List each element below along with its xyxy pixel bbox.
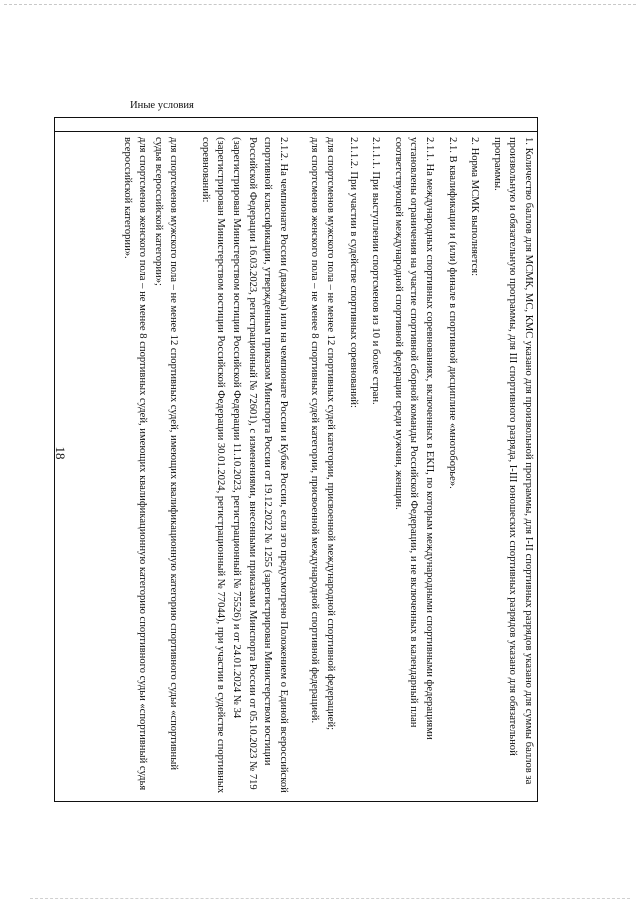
paragraph-1: 1. Количество баллов для МСМК, МС, КМС указано для произвольной программы, для I-II спортивных разрядов указано для суммы баллов за произвольную и обязательную программы, для III спортивного разряда, I-III юношеских спортивных разрядов указано для обязательной программы. [491,137,534,785]
paragraph-men-judges-intl: для спортсменов мужского пола – не менее 12 спортивных судей категории, присвоенной международной спортивной федерацией; [325,137,337,731]
paragraph-2-1-1-1: 2.1.1.1. При выступлении спортсменов из 10 и более стран. [370,137,382,405]
paragraph-2-1: 2.1. В квалификации и (или) финале в спортивной дисциплине «многоборье». [446,137,458,489]
paragraph-women-judges-national: для спортсменов женского пола – не менее 8 спортивных судей, имеющих квалификационную категорию спортивного судьи «спортивный судья всероссийской категории». [121,137,149,791]
scan-edge-bottom [30,898,630,899]
table-text-column [55,132,537,801]
paragraph-women-judges-intl: для спортсменов женского пола – не менее 8 спортивных судей категории, присвоенной международной спортивной федерацией. [309,137,321,724]
paragraph-2-1-1: 2.1.1. На международных спортивных соревнованиях, включенных в ЕКП, по которым международными спортивными федерациями установлены ограничения на участие спортивной сборной команды Российской Федерации, и не включенных в календарный план соответствующей международной спортивной федерации среди мужчин, женщин. [392,137,436,740]
row-label [130,100,238,111]
paragraph-2: 2. Норма МСМК выполняется: [469,137,481,277]
conditions-table [54,117,538,802]
row-label-text: Иные условия [130,100,194,111]
page-number: 18 [53,446,68,460]
paragraph-2-1-2: 2.1.2. На чемпионате России (дважды) или на чемпионате России и Кубке России, если это предусмотрено Положением о Единой всероссийской спортивной классификации, утвержденным приказом Минспорта России от 19.12.2022 № 1255 (зарегистрирован Министерством юстиции Российской Федерации 16.03.2023, регистрационный № 72601), с изменениями, внесенными приказами Минспорта России от 05.10.2023 № 719 (зарегистрирован Министерством юстиции Российской Федерации 11.10.2023, регистрационный № 75526) и от 24.01.2024 № 34 (зарегистрирован Министерством юстиции Российской Федерации 30.01.2024, регистрационный № 77044), при участии в судействе спортивных соревнований: [199,137,289,794]
scan-edge-top [4,4,636,5]
paragraph-men-judges-national: для спортсменов мужского пола – не менее 12 спортивных судей, имеющих квалификационную категорию спортивного судьи «спортивный судья всероссийской категории»; [152,137,180,770]
rotated-page-content [54,100,538,802]
paragraph-2-1-1-2: 2.1.1.2. При участии в судействе спортивных соревнований: [347,137,359,408]
table-label-column [55,118,537,132]
